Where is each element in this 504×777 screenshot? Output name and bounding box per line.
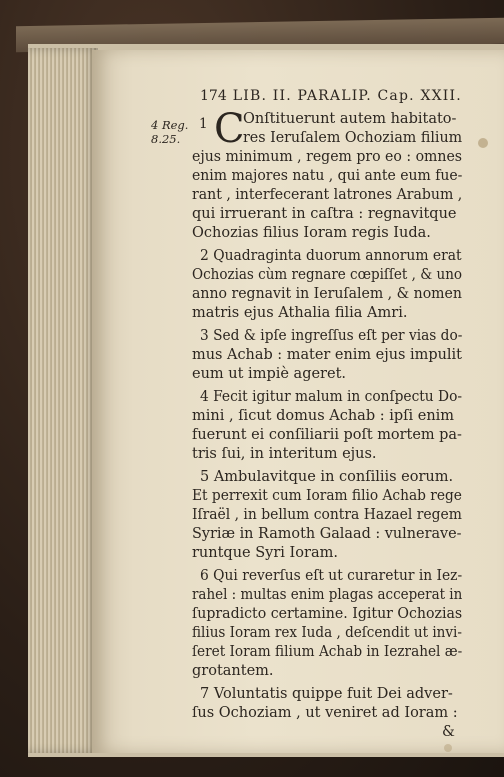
text-line: eum ut impiè ageret. — [192, 366, 347, 382]
text-line: tris ſui, in interitum ejus. — [192, 446, 377, 462]
running-title: LIB. II. PARALIP. Cap. XXII. — [232, 88, 462, 104]
text-line: mini , ſicut domus Achab : ipſi enim — [192, 408, 455, 424]
text-line: Ochozias filius Ioram regis Iuda. — [192, 225, 431, 241]
margin-reference-line: 4 Reg. — [151, 118, 189, 132]
text-line: res Ieruſalem Ochoziam filium — [243, 130, 463, 146]
page-edges — [28, 48, 98, 753]
text-line: Syriæ in Ramoth Galaad : vulnerave- — [192, 526, 462, 542]
text-line: filius Ioram rex Iuda , deſcendit ut invi- — [192, 625, 462, 641]
text-line: anno regnavit in Ieruſalem , & nomen — [192, 286, 462, 302]
ink-stain — [478, 138, 488, 148]
text-line: rant , interfecerant latrones Arabum , — [192, 187, 463, 203]
running-header — [200, 88, 465, 104]
text-line: runtque Syri Ioram. — [192, 545, 338, 561]
margin-reference-line: 8.25. — [151, 132, 181, 146]
text-line: matris ejus Athalia filia Amri. — [192, 305, 408, 321]
ink-stain — [444, 744, 452, 752]
text-line: 7 Voluntatis quippe fuit Dei adver- — [200, 686, 453, 702]
text-line: ſupradicto certamine. Igitur Ochozias — [192, 606, 463, 622]
text-line: Et perrexit cum Ioram filio Achab rege — [192, 488, 462, 504]
text-line: 6 Qui reverſus eſt ut curaretur in Iez- — [200, 568, 463, 584]
text-line: enim majores natu , qui ante eum fue- — [192, 168, 463, 184]
text-line: Ochozias cùm regnare cœpiſſet , & uno — [192, 267, 463, 283]
margin-reference — [151, 118, 188, 146]
text-line: Onſtituerunt autem habitato- — [243, 111, 457, 127]
text-line: 5 Ambulavitque in conſiliis eorum. — [200, 469, 454, 485]
text-line: qui irruerant in caſtra : regnavitque — [192, 206, 457, 222]
text-line: fuerunt ei conſiliarii poſt mortem pa- — [192, 427, 462, 443]
text-line: Iſraël , in bellum contra Hazael regem — [192, 507, 462, 523]
text-line: rahel : multas enim plagas acceperat in — [192, 587, 463, 603]
text-line: ejus minimum , regem pro eo : omnes — [192, 149, 463, 165]
text-line: 2 Quadraginta duorum annorum erat — [200, 248, 462, 264]
text-line: grotantem. — [192, 663, 274, 679]
verse-number: 1 — [199, 116, 208, 132]
text-line: mus Achab : mater enim ejus impulit — [192, 347, 462, 363]
text-line: ſus Ochoziam , ut veniret ad Ioram : — [192, 705, 458, 721]
drop-capital: C — [214, 106, 245, 152]
text-line: 3 Sed & ipſe ingreſſus eſt per vias do- — [200, 328, 463, 344]
catchword: & — [442, 724, 455, 740]
page-number: 174 — [200, 88, 227, 104]
text-line: 4 Fecit igitur malum in conſpectu Do- — [200, 389, 463, 405]
text-line: ſeret Ioram filium Achab in Iezrahel æ- — [192, 644, 463, 660]
